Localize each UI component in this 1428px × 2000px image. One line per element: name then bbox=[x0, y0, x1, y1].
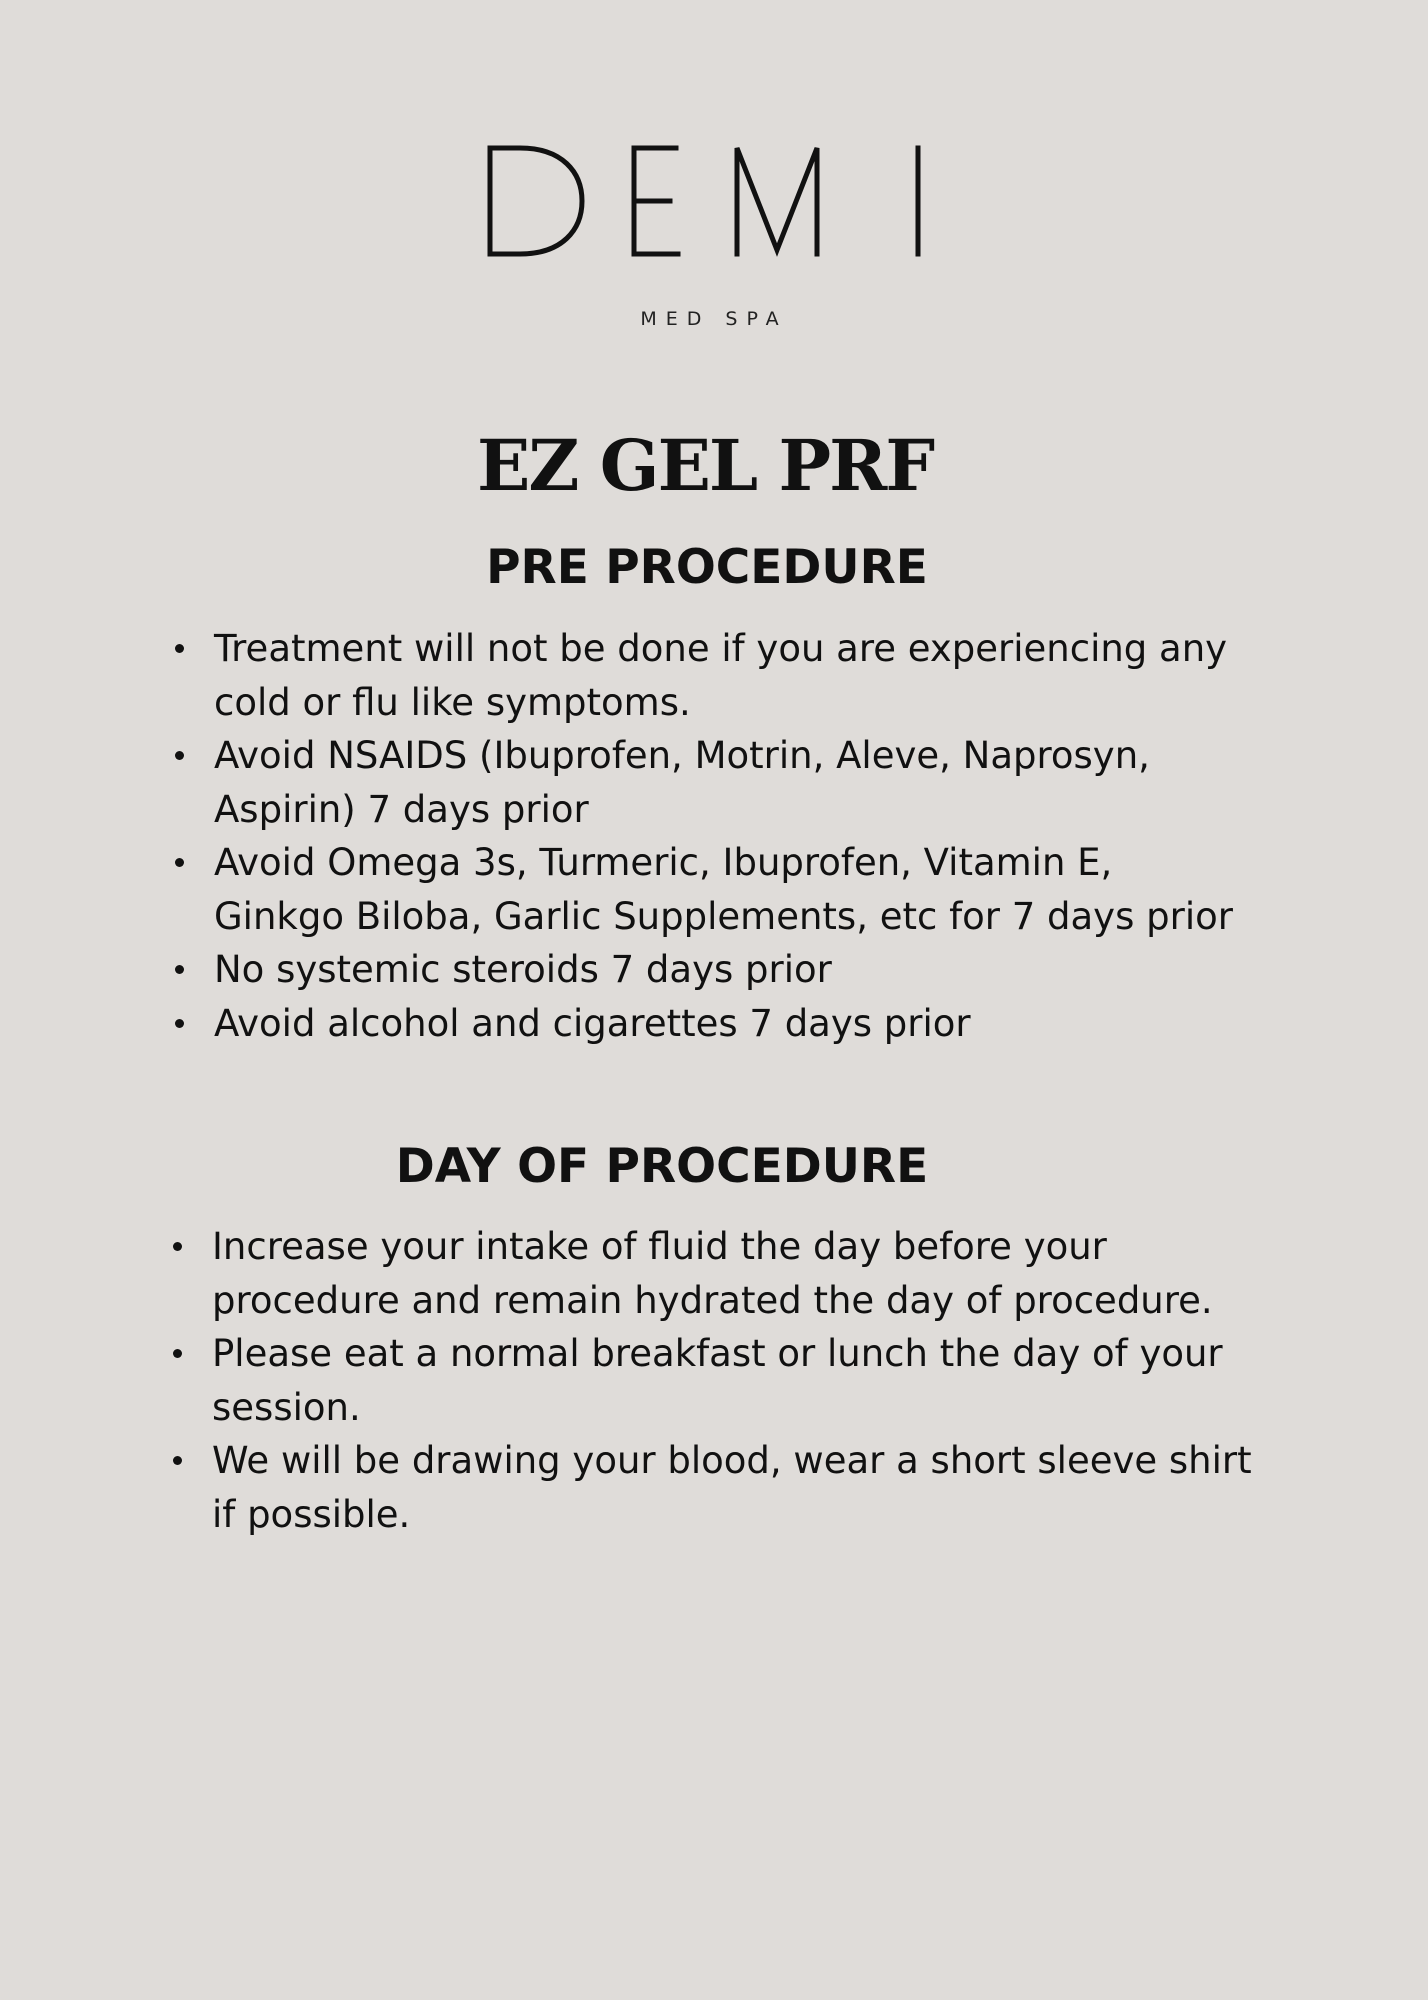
pre-procedure-heading: PRE PROCEDURE bbox=[486, 540, 928, 595]
bullet-icon bbox=[175, 1019, 184, 1028]
list-item bbox=[170, 1434, 1260, 1541]
bullet-icon bbox=[175, 644, 184, 653]
bullet-icon bbox=[175, 858, 184, 867]
bullet-icon bbox=[173, 1349, 182, 1358]
list-item-text: No systemic steroids 7 days prior bbox=[214, 948, 832, 991]
bullet-icon bbox=[173, 1456, 182, 1465]
list-item-text: Treatment will not be done if you are experiencing any cold or flu like symptoms. bbox=[214, 627, 1228, 724]
list-item-text: Increase your intake of fluid the day before your procedure and remain hydrated the day of procedure. bbox=[212, 1225, 1213, 1322]
list-item bbox=[170, 1327, 1260, 1434]
day-of-procedure-list bbox=[170, 1220, 1260, 1541]
pre-procedure-list bbox=[172, 622, 1252, 1050]
list-item bbox=[172, 729, 1252, 836]
brand-name bbox=[714, 262, 715, 263]
list-item-text: Avoid alcohol and cigarettes 7 days prior bbox=[214, 1001, 971, 1045]
document-title: EZ GEL PRF bbox=[476, 424, 934, 507]
list-item bbox=[170, 1220, 1260, 1327]
demi-logo-wordmark bbox=[484, 138, 944, 262]
list-item-text: We will be drawing your blood, wear a short sleeve shirt if possible. bbox=[212, 1439, 1252, 1536]
brand-tagline: MED SPA bbox=[640, 308, 788, 330]
list-item-text: Please eat a normal breakfast or lunch the day of your session. bbox=[212, 1332, 1223, 1429]
list-item-text: Avoid Omega 3s, Turmeric, Ibuprofen, Vitamin E, Ginkgo Biloba, Garlic Supplements, etc for 7 days prior bbox=[214, 841, 1233, 938]
day-of-procedure-heading: DAY OF PROCEDURE bbox=[395, 1139, 929, 1194]
list-item bbox=[172, 836, 1252, 943]
list-item bbox=[172, 622, 1252, 729]
list-item bbox=[172, 997, 1252, 1051]
bullet-icon bbox=[173, 1242, 182, 1251]
bullet-icon bbox=[175, 965, 184, 974]
bullet-icon bbox=[175, 751, 184, 760]
list-item-text: Avoid NSAIDS (Ibuprofen, Motrin, Aleve, Naprosyn, Aspirin) 7 days prior bbox=[214, 734, 1150, 831]
brand-logo bbox=[0, 138, 1428, 262]
list-item bbox=[172, 943, 1252, 997]
